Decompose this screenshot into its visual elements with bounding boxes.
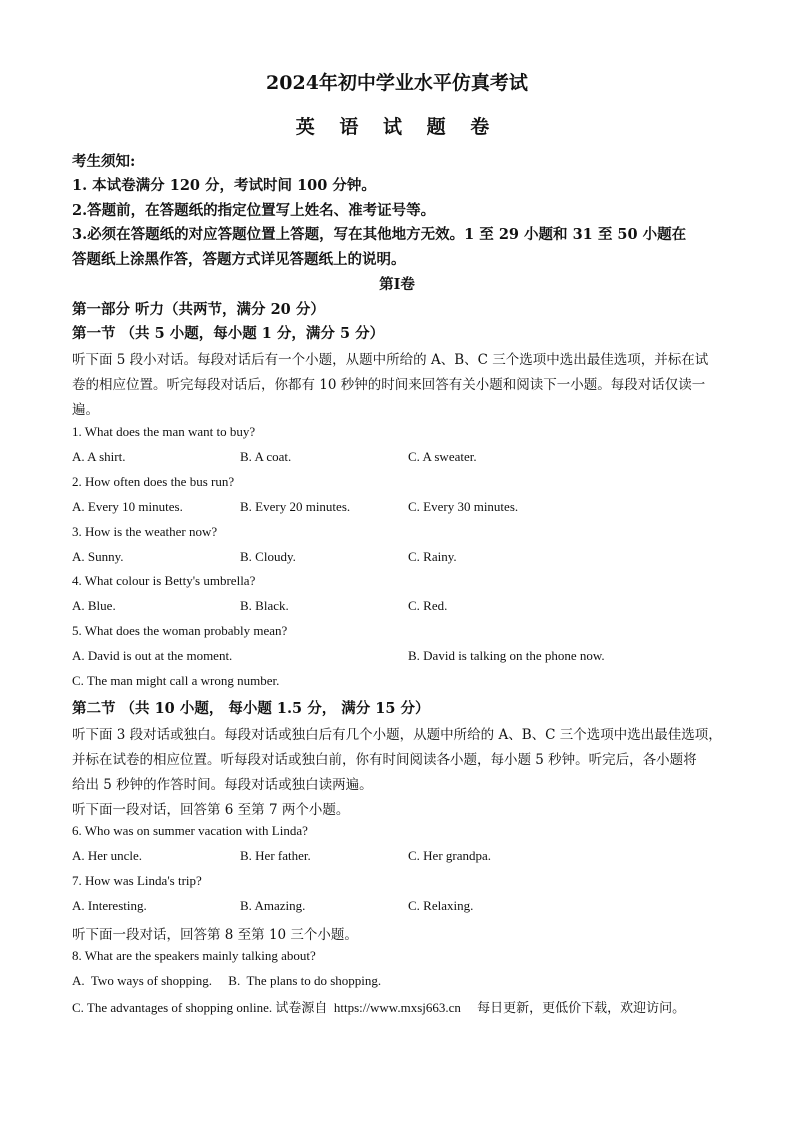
q1-option-c: C. A sweater. [408, 449, 477, 464]
dialogue-lead-1: 听下面一段对话，回答第 6 至第 7 两个小题。 [72, 802, 350, 818]
exam-subtitle: 英 语 试 题 卷 [295, 116, 499, 138]
notice-item-1: 1. 本试卷满分 120 分，考试时间 100 分钟。 [72, 177, 376, 194]
q3-option-a: A. Sunny. [72, 549, 124, 564]
dialogue-lead-2: 听下面一段对话，回答第 8 至第 10 三个小题。 [72, 927, 358, 943]
notice-heading: 考生须知: [72, 153, 136, 170]
exam-title: 2024年初中学业水平仿真考试 [266, 72, 528, 94]
section2-title: 第二节 （共 10 小题， 每小题 1.5 分， 满分 15 分） [72, 700, 430, 717]
q5-option-a: A. David is out at the moment. [72, 648, 233, 663]
question-5: 5. What does the woman probably mean? [72, 623, 288, 638]
volume-label: 第Ⅰ卷 [379, 276, 415, 293]
section1-title: 第一节 （共 5 小题，每小题 1 分，满分 5 分） [72, 325, 385, 342]
question-1: 1. What does the man want to buy? [72, 424, 256, 439]
q2-option-b: B. Every 20 minutes. [240, 499, 351, 514]
q6-option-a: A. Her uncle. [72, 848, 143, 863]
q4-option-a: A. Blue. [72, 598, 116, 613]
question-4: 4. What colour is Betty's umbrella? [72, 573, 256, 588]
q2-option-c: C. Every 30 minutes. [408, 499, 519, 514]
notice-item-3: 3.必须在答题纸的对应答题位置上答题，写在其他地方无效。1 至 29 小题和 31 至 50 小题在 [72, 226, 687, 243]
section2-instructions-2: 并标在试卷的相应位置。听每段对话或独白前，你有时间阅读各小题，每小题 5 秒钟。听完后，各小题将 [72, 752, 697, 768]
q7-option-b: B. Amazing. [240, 898, 306, 913]
q4-option-b: B. Black. [240, 598, 289, 613]
q1-option-b: B. A coat. [240, 449, 292, 464]
question-2: 2. How often does the bus run? [72, 474, 235, 489]
q5-option-b: B. David is talking on the phone now. [408, 648, 605, 663]
notice-item-2: 2.答题前，在答题纸的指定位置写上姓名、准考证号等。 [72, 202, 436, 219]
q6-option-b: B. Her father. [240, 848, 311, 863]
q6-option-c: C. Her grandpa. [408, 848, 492, 863]
q8-option-c-and-source: C. The advantages of shopping online. 试卷源自 https://www.mxsj663.cn 每日更新，更低价下载，欢迎访问。 [72, 1000, 686, 1015]
question-6: 6. Who was on summer vacation with Linda? [72, 823, 308, 838]
q7-option-a: A. Interesting. [72, 898, 147, 913]
question-3: 3. How is the weather now? [72, 524, 218, 539]
part1-title: 第一部分 听力（共两节，满分 20 分） [72, 301, 325, 318]
q2-option-a: A. Every 10 minutes. [72, 499, 183, 514]
q3-option-c: C. Rainy. [408, 549, 457, 564]
q7-option-c: C. Relaxing. [408, 898, 474, 913]
q3-option-b: B. Cloudy. [240, 549, 296, 564]
section2-instructions-3: 给出 5 秒钟的作答时间。每段对话或独白读两遍。 [72, 777, 373, 793]
section2-instructions-1: 听下面 3 段对话或独白。每段对话或独白后有几个小题，从题中所给的 A、B、C 三个选项中选出最佳选项， [72, 727, 722, 743]
notice-item-3-cont: 答题纸上涂黑作答，答题方式详见答题纸上的说明。 [72, 251, 406, 268]
question-8: 8. What are the speakers mainly talking about? [72, 948, 316, 963]
section1-instructions-1: 听下面 5 段小对话。每段对话后有一个小题，从题中所给的 A、B、C 三个选项中选出最佳选项，并标在试 [72, 352, 709, 368]
section1-instructions-3: 遍。 [72, 402, 99, 418]
question-7: 7. How was Linda's trip? [72, 873, 202, 888]
section1-instructions-2: 卷的相应位置。听完每段对话后，你都有 10 秒钟的时间来回答有关小题和阅读下一小题。每段对话仅读一 [72, 377, 706, 393]
q1-option-a: A. A shirt. [72, 449, 126, 464]
q4-option-c: C. Red. [408, 598, 448, 613]
q8-options-ab: A. Two ways of shopping. B. The plans to do shopping. [72, 973, 382, 988]
q5-option-c: C. The man might call a wrong number. [72, 673, 280, 688]
